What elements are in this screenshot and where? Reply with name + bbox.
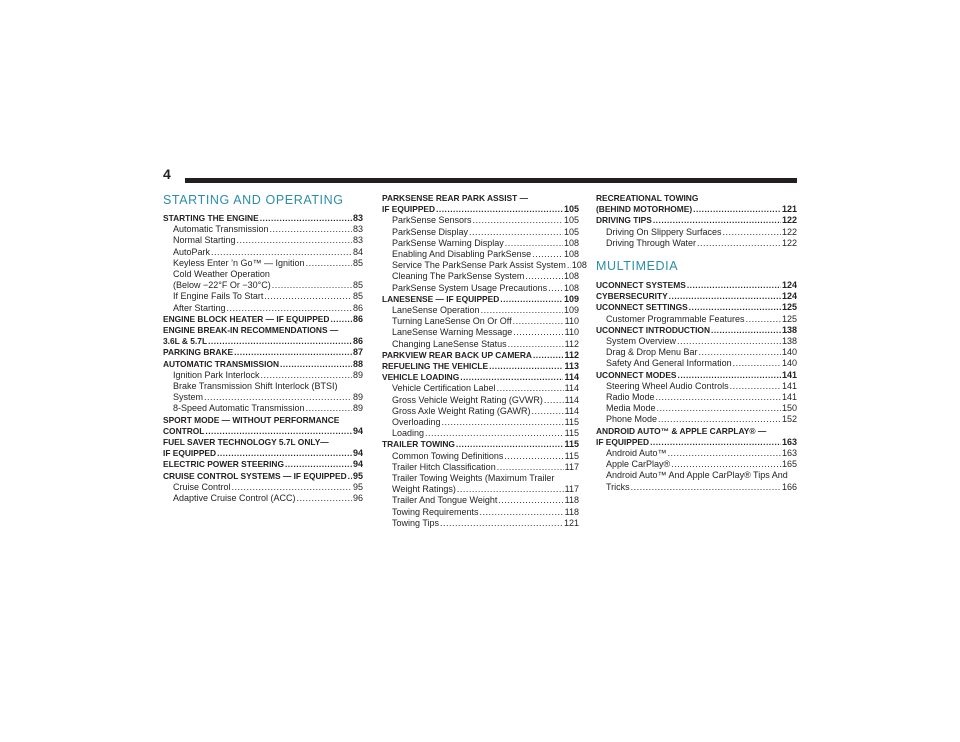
dot-leader — [497, 383, 564, 394]
toc-subentry[interactable] — [596, 392, 797, 403]
dot-leader — [500, 294, 563, 305]
toc-page-number: 94 — [352, 425, 363, 436]
toc-page-number: 114 — [564, 405, 579, 416]
toc-page-number: 114 — [564, 383, 579, 394]
toc-page-number: 117 — [564, 484, 579, 495]
dot-leader — [657, 403, 781, 414]
toc-page-number: 141 — [781, 380, 797, 391]
toc-subentry[interactable] — [382, 518, 579, 529]
toc-page-number: 122 — [781, 237, 797, 248]
dot-leader — [436, 204, 563, 215]
toc-page-number: 109 — [563, 305, 579, 316]
toc-entry-title: Automatic Transmission — [173, 224, 269, 235]
toc-entry-title: After Starting — [173, 302, 226, 313]
toc-heading-entry[interactable] — [382, 372, 579, 383]
dot-leader — [232, 482, 352, 493]
dot-leader — [548, 283, 563, 294]
toc-entry-title: ParkSense Warning Display — [392, 237, 504, 248]
dot-leader — [658, 414, 781, 425]
dot-leader — [678, 370, 781, 381]
toc-page-number: 125 — [781, 302, 797, 313]
toc-entry-title: PARKING BRAKE — [163, 347, 234, 358]
toc-subentry[interactable] — [163, 291, 363, 302]
toc-heading-entry[interactable] — [596, 280, 797, 291]
toc-subentry[interactable] — [163, 258, 363, 269]
toc-entry-title: Driving On Slippery Surfaces — [606, 226, 722, 237]
toc-page-number: 117 — [564, 461, 579, 472]
toc-page-number: 89 — [352, 403, 363, 414]
dot-leader — [270, 224, 352, 235]
toc-heading-line[interactable]: ENGINE BREAK-IN RECOMMENDATIONS — — [163, 325, 339, 336]
toc-heading-entry[interactable] — [382, 361, 579, 372]
toc-entry-title: Driving Through Water — [606, 237, 697, 248]
toc-page-number: 163 — [781, 436, 797, 447]
dot-leader — [306, 258, 352, 269]
dot-leader — [237, 235, 352, 246]
toc-subentry[interactable] — [382, 227, 579, 238]
toc-entry-title: Android Auto™ — [606, 448, 667, 459]
toc-subentry[interactable] — [596, 381, 797, 392]
toc-subentry[interactable] — [382, 327, 579, 338]
dot-leader — [425, 428, 564, 439]
toc-entry-title: Keyless Enter ’n Go™ — Ignition — [173, 257, 305, 268]
dot-leader — [280, 359, 352, 370]
toc-entry-title: 3.6L & 5.7L — [163, 336, 208, 347]
dot-leader — [689, 302, 781, 313]
toc-page-number: 83 — [352, 213, 363, 223]
toc-subentry[interactable] — [382, 462, 579, 473]
toc-subentry[interactable] — [163, 303, 363, 314]
toc-page-number: 85 — [352, 291, 363, 302]
toc-heading-entry[interactable] — [382, 294, 579, 305]
dot-leader — [469, 227, 563, 238]
toc-heading-entry[interactable] — [596, 437, 797, 448]
toc-subentry[interactable] — [163, 247, 363, 258]
dot-leader — [504, 451, 563, 462]
toc-page-number: 118 — [564, 495, 579, 506]
toc-page-number: 85 — [352, 280, 363, 291]
toc-entry-title: CONTROL — [163, 425, 205, 436]
toc-page-number: 115 — [564, 450, 579, 461]
toc-heading-entry[interactable] — [596, 204, 797, 215]
toc-entry-title: Trailer Hitch Classification — [392, 461, 496, 472]
toc-subentry[interactable] — [382, 428, 579, 439]
toc-subentry[interactable] — [382, 238, 579, 249]
dot-leader — [687, 280, 781, 291]
toc-heading-line[interactable]: FUEL SAVER TECHNOLOGY 5.7L ONLY— — [163, 437, 329, 448]
toc-entry-title: UCONNECT INTRODUCTION — [596, 324, 710, 335]
toc-entry-title: Ignition Park Interlock — [173, 369, 260, 380]
dot-leader — [217, 448, 352, 459]
section-title-multimedia: MULTIMEDIA — [596, 259, 679, 274]
toc-subentry[interactable] — [163, 403, 363, 414]
toc-entry-title: CRUISE CONTROL SYSTEMS — IF EQUIPPED — [163, 470, 347, 481]
toc-page-number: 114 — [564, 394, 579, 405]
toc-entry-title: Drag & Drop Menu Bar — [606, 347, 698, 358]
toc-page-number: 121 — [563, 517, 579, 528]
toc-page-number: 163 — [781, 448, 797, 459]
toc-heading-entry[interactable] — [163, 448, 363, 459]
toc-entry-title: Trailer And Tongue Weight — [392, 495, 498, 506]
toc-entry-title: ENGINE BLOCK HEATER — IF EQUIPPED — [163, 313, 330, 324]
toc-entry-title: Cleaning The ParkSense System — [392, 271, 525, 282]
toc-page-number: 115 — [564, 439, 579, 450]
toc-page-number: 95 — [352, 470, 363, 481]
toc-entry-title: STARTING THE ENGINE — [163, 213, 259, 223]
dot-leader — [457, 484, 564, 495]
toc-page-number: 124 — [781, 291, 797, 302]
toc-heading-entry[interactable] — [163, 314, 363, 325]
dot-leader — [442, 417, 564, 428]
toc-subentry[interactable] — [596, 414, 797, 425]
dot-leader — [723, 227, 781, 238]
toc-subentry[interactable] — [382, 305, 579, 316]
toc-entry-title: 8-Speed Automatic Transmission — [173, 403, 305, 414]
toc-subentry[interactable] — [382, 383, 579, 394]
toc-entry-title: Media Mode — [606, 403, 656, 414]
toc-page-number: 108 — [563, 282, 579, 293]
dot-leader — [656, 392, 781, 403]
toc-entry-title: TRAILER TOWING — [382, 439, 455, 450]
toc-page-number: 86 — [352, 302, 363, 313]
toc-subentry[interactable] — [163, 392, 363, 403]
toc-heading-entry[interactable] — [163, 471, 363, 482]
toc-page-number: 96 — [352, 493, 363, 504]
toc-entry-title: IF EQUIPPED — [382, 204, 436, 215]
toc-page-number: 89 — [352, 392, 363, 403]
toc-entry-title: (BEHIND MOTORHOME) — [596, 204, 693, 215]
toc-page-number: 152 — [781, 414, 797, 425]
toc-page-number: 138 — [781, 336, 797, 347]
dot-leader — [489, 361, 563, 372]
toc-entry-title: CYBERSECURITY — [596, 291, 668, 302]
toc-subentry[interactable] — [596, 403, 797, 414]
toc-entry-title: Adaptive Cruise Control (ACC) — [173, 493, 296, 504]
dot-leader — [677, 336, 781, 347]
toc-entry-title: Vehicle Certification Label — [392, 383, 496, 394]
toc-heading-line[interactable]: ANDROID AUTO™ & APPLE CARPLAY® — — [596, 425, 767, 436]
toc-heading-line[interactable]: SPORT MODE — WITHOUT PERFORMANCE — [163, 414, 340, 425]
toc-entry-title: Steering Wheel Audio Controls — [606, 380, 729, 391]
toc-page-number: 108 — [571, 260, 587, 271]
toc-page-number: 89 — [352, 369, 363, 380]
toc-entry-title: Weight Ratings) — [392, 484, 456, 495]
toc-entry-title: Cruise Control — [173, 481, 231, 492]
toc-page-number: 125 — [781, 313, 797, 324]
toc-entry-title: REFUELING THE VEHICLE — [382, 361, 489, 372]
toc-page-number: 105 — [563, 215, 579, 226]
toc-subentry[interactable] — [596, 482, 797, 493]
toc-entry-title: ParkSense System Usage Precautions — [392, 282, 548, 293]
toc-entry-title: LANESENSE — IF EQUIPPED — [382, 293, 500, 304]
toc-heading-entry[interactable] — [163, 459, 363, 470]
toc-entry-title: Common Towing Definitions — [392, 450, 504, 461]
dot-leader — [671, 459, 781, 470]
toc-heading-entry[interactable] — [163, 336, 363, 347]
dot-leader — [693, 204, 781, 215]
toc-entry-title: Customer Programmable Features — [606, 313, 745, 324]
toc-heading-entry[interactable] — [382, 204, 579, 215]
toc-page-number: 87 — [352, 347, 363, 358]
dot-leader — [669, 291, 781, 302]
toc-subentry[interactable] — [163, 482, 363, 493]
dot-leader — [204, 392, 352, 403]
toc-heading-line[interactable]: RECREATIONAL TOWING — [596, 193, 699, 203]
dot-leader — [306, 403, 352, 414]
dot-leader — [497, 462, 564, 473]
toc-subentry[interactable] — [163, 224, 363, 235]
toc-subentry[interactable] — [596, 448, 797, 459]
toc-page-number: 109 — [563, 293, 579, 304]
toc-page-number: 108 — [563, 271, 579, 282]
dot-leader — [348, 471, 352, 482]
toc-entry-title: Gross Axle Weight Rating (GAWR) — [392, 405, 531, 416]
toc-page-number: 114 — [564, 372, 579, 383]
toc-page-number: 166 — [781, 481, 797, 492]
toc-subentry[interactable] — [382, 249, 579, 260]
toc-heading-entry[interactable] — [163, 213, 363, 224]
toc-subentry-line[interactable]: Brake Transmission Shift Interlock (BTSI) — [173, 381, 338, 392]
dot-leader — [697, 238, 781, 249]
page-number: 4 — [163, 166, 171, 182]
toc-entry-title: Overloading — [392, 417, 441, 428]
toc-heading-entry[interactable] — [596, 325, 797, 336]
toc-page-number: 113 — [564, 361, 579, 372]
dot-leader — [668, 448, 781, 459]
dot-leader — [513, 327, 563, 338]
toc-entry-title: Service The ParkSense Park Assist System — [392, 260, 566, 271]
toc-subentry[interactable] — [163, 370, 363, 381]
toc-page-number: 88 — [352, 358, 363, 369]
toc-heading-entry[interactable] — [382, 350, 579, 361]
dot-leader — [227, 303, 352, 314]
toc-page-number: 141 — [781, 369, 797, 380]
toc-page-number: 110 — [564, 316, 579, 327]
dot-leader — [567, 260, 571, 271]
toc-page-number: 121 — [781, 204, 797, 215]
toc-entry-title: Apple CarPlay® — [606, 459, 671, 470]
toc-page-number: 95 — [352, 481, 363, 492]
toc-subentry[interactable] — [596, 459, 797, 470]
toc-page-number: 86 — [352, 336, 363, 347]
toc-entry-title: Enabling And Disabling ParkSense — [392, 249, 532, 260]
dot-leader — [498, 495, 563, 506]
dot-leader — [699, 347, 781, 358]
toc-page-number: 83 — [352, 235, 363, 246]
dot-leader — [650, 437, 781, 448]
dot-leader — [513, 316, 564, 327]
dot-leader — [505, 238, 563, 249]
toc-subentry[interactable] — [382, 406, 579, 417]
dot-leader — [653, 215, 781, 226]
dot-leader — [746, 314, 781, 325]
toc-entry-title: VEHICLE LOADING — [382, 372, 460, 383]
toc-entry-title: Safety And General Information — [606, 358, 732, 369]
toc-subentry[interactable] — [382, 395, 579, 406]
dot-leader — [234, 347, 352, 358]
dot-leader — [330, 314, 352, 325]
toc-subentry[interactable] — [596, 227, 797, 238]
toc-page-number: 94 — [352, 448, 363, 459]
dot-leader — [481, 305, 563, 316]
toc-subentry[interactable] — [382, 507, 579, 518]
toc-page-number: 112 — [564, 349, 579, 360]
toc-entry-title: UCONNECT MODES — [596, 369, 677, 380]
toc-subentry-line[interactable]: Cold Weather Operation — [173, 269, 270, 280]
toc-subentry[interactable] — [382, 316, 579, 327]
toc-entry-title: System — [173, 392, 204, 403]
section-title-starting-operating: STARTING AND OPERATING — [163, 193, 344, 207]
toc-entry-title: ELECTRIC POWER STEERING — [163, 459, 284, 470]
toc-subentry-line[interactable]: Android Auto™ And Apple CarPlay® Tips And — [606, 470, 788, 481]
toc-page-number: 105 — [563, 204, 579, 215]
dot-leader — [473, 215, 563, 226]
toc-page-number: 122 — [781, 226, 797, 237]
header-rule — [185, 178, 797, 183]
dot-leader — [533, 350, 563, 361]
toc-entry-title: AutoPark — [173, 246, 211, 257]
toc-heading-line[interactable]: PARKSENSE REAR PARK ASSIST — — [382, 193, 528, 203]
toc-column-3 — [596, 193, 797, 493]
dot-leader — [631, 482, 781, 493]
toc-entry-title: DRIVING TIPS — [596, 215, 652, 226]
toc-entry-title: UCONNECT SETTINGS — [596, 302, 688, 313]
toc-subentry[interactable] — [382, 495, 579, 506]
dot-leader — [460, 372, 563, 383]
toc-page-number: 83 — [352, 224, 363, 235]
toc-subentry[interactable] — [382, 339, 579, 350]
toc-entry-title: Loading — [392, 428, 425, 439]
dot-leader — [285, 459, 352, 470]
toc-subentry[interactable] — [382, 484, 579, 495]
toc-page-number: 118 — [564, 506, 579, 517]
toc-subentry[interactable] — [382, 283, 579, 294]
toc-page-number: 115 — [564, 428, 579, 439]
toc-heading-entry[interactable] — [596, 215, 797, 226]
toc-heading-entry[interactable] — [596, 291, 797, 302]
toc-page-number: 138 — [781, 324, 797, 335]
toc-page-number: 110 — [564, 327, 579, 338]
toc-page-number: 122 — [781, 215, 797, 226]
toc-entry-title: Towing Tips — [392, 517, 440, 528]
toc-page-number: 85 — [352, 257, 363, 268]
toc-entry-title: Turning LaneSense On Or Off — [392, 316, 512, 327]
toc-subentry[interactable] — [596, 314, 797, 325]
toc-subentry[interactable] — [382, 451, 579, 462]
toc-page-number: 140 — [781, 358, 797, 369]
toc-entry-title: If Engine Fails To Start — [173, 291, 264, 302]
toc-entry-title: UCONNECT SYSTEMS — [596, 280, 686, 291]
toc-entry-title: IF EQUIPPED — [596, 436, 650, 447]
dot-leader — [272, 280, 352, 291]
toc-column-2 — [382, 193, 587, 529]
toc-subentry[interactable] — [596, 347, 797, 358]
toc-subentry[interactable] — [596, 358, 797, 369]
toc-entry-title: LaneSense Operation — [392, 305, 480, 316]
dot-leader — [211, 247, 352, 258]
toc-heading-entry[interactable] — [382, 439, 579, 450]
toc-page-number: 165 — [781, 459, 797, 470]
toc-page-number: 94 — [352, 459, 363, 470]
toc-entry-title: Radio Mode — [606, 392, 655, 403]
dot-leader — [261, 370, 352, 381]
toc-page-number: 124 — [781, 280, 797, 291]
toc-subentry[interactable] — [382, 215, 579, 226]
toc-column-1 — [163, 193, 363, 504]
toc-entry-title: ParkSense Sensors — [392, 215, 472, 226]
toc-subentry[interactable] — [596, 238, 797, 249]
toc-heading-entry[interactable] — [596, 302, 797, 313]
toc-subentry[interactable] — [163, 235, 363, 246]
toc-subentry[interactable] — [382, 271, 579, 282]
dot-leader — [508, 339, 564, 350]
dot-leader — [733, 358, 781, 369]
toc-entry-title: System Overview — [606, 336, 677, 347]
dot-leader — [208, 336, 352, 347]
toc-entry-title: Changing LaneSense Status — [392, 338, 507, 349]
toc-entry-title: (Below −22°F Or −30°C) — [173, 280, 271, 291]
dot-leader — [532, 249, 563, 260]
toc-page-number: 140 — [781, 347, 797, 358]
toc-page-number: 108 — [563, 237, 579, 248]
toc-subentry[interactable] — [163, 280, 363, 291]
toc-entry-title: Phone Mode — [606, 414, 658, 425]
toc-entry-title: IF EQUIPPED — [163, 448, 217, 459]
toc-entry-title: PARKVIEW REAR BACK UP CAMERA — [382, 349, 532, 360]
toc-entry-title: Tricks — [606, 481, 630, 492]
toc-heading-entry[interactable] — [163, 359, 363, 370]
toc-page-number: 108 — [563, 249, 579, 260]
dot-leader — [544, 395, 564, 406]
toc-subentry[interactable] — [596, 336, 797, 347]
toc-subentry[interactable] — [382, 417, 579, 428]
dot-leader — [532, 406, 564, 417]
toc-heading-entry[interactable] — [163, 426, 363, 437]
toc-subentry[interactable] — [163, 493, 363, 504]
toc-entry-title: Gross Vehicle Weight Rating (GVWR) — [392, 394, 543, 405]
toc-entry-title: AUTOMATIC TRANSMISSION — [163, 358, 280, 369]
dot-leader — [205, 426, 352, 437]
toc-entry-title: Normal Starting — [173, 235, 236, 246]
toc-page-number: 105 — [563, 226, 579, 237]
toc-entry-title: Towing Requirements — [392, 506, 479, 517]
dot-leader — [480, 507, 564, 518]
toc-page-number: 115 — [564, 417, 579, 428]
dot-leader — [730, 381, 781, 392]
toc-page-number: 150 — [781, 403, 797, 414]
dot-leader — [525, 271, 563, 282]
dot-leader — [297, 493, 352, 504]
toc-subentry[interactable] — [382, 260, 587, 271]
toc-page-number: 112 — [564, 338, 579, 349]
toc-page-number: 84 — [352, 246, 363, 257]
toc-subentry-line[interactable]: Trailer Towing Weights (Maximum Trailer — [392, 473, 555, 484]
toc-heading-entry[interactable] — [163, 347, 363, 358]
dot-leader — [711, 325, 781, 336]
dot-leader — [456, 439, 564, 450]
toc-page-number: 86 — [352, 313, 363, 324]
dot-leader — [440, 518, 563, 529]
toc-entry-title: ParkSense Display — [392, 226, 469, 237]
dot-leader — [260, 213, 352, 224]
toc-page-number: 141 — [781, 392, 797, 403]
toc-heading-entry[interactable] — [596, 370, 797, 381]
dot-leader — [264, 291, 352, 302]
toc-entry-title: LaneSense Warning Message — [392, 327, 513, 338]
